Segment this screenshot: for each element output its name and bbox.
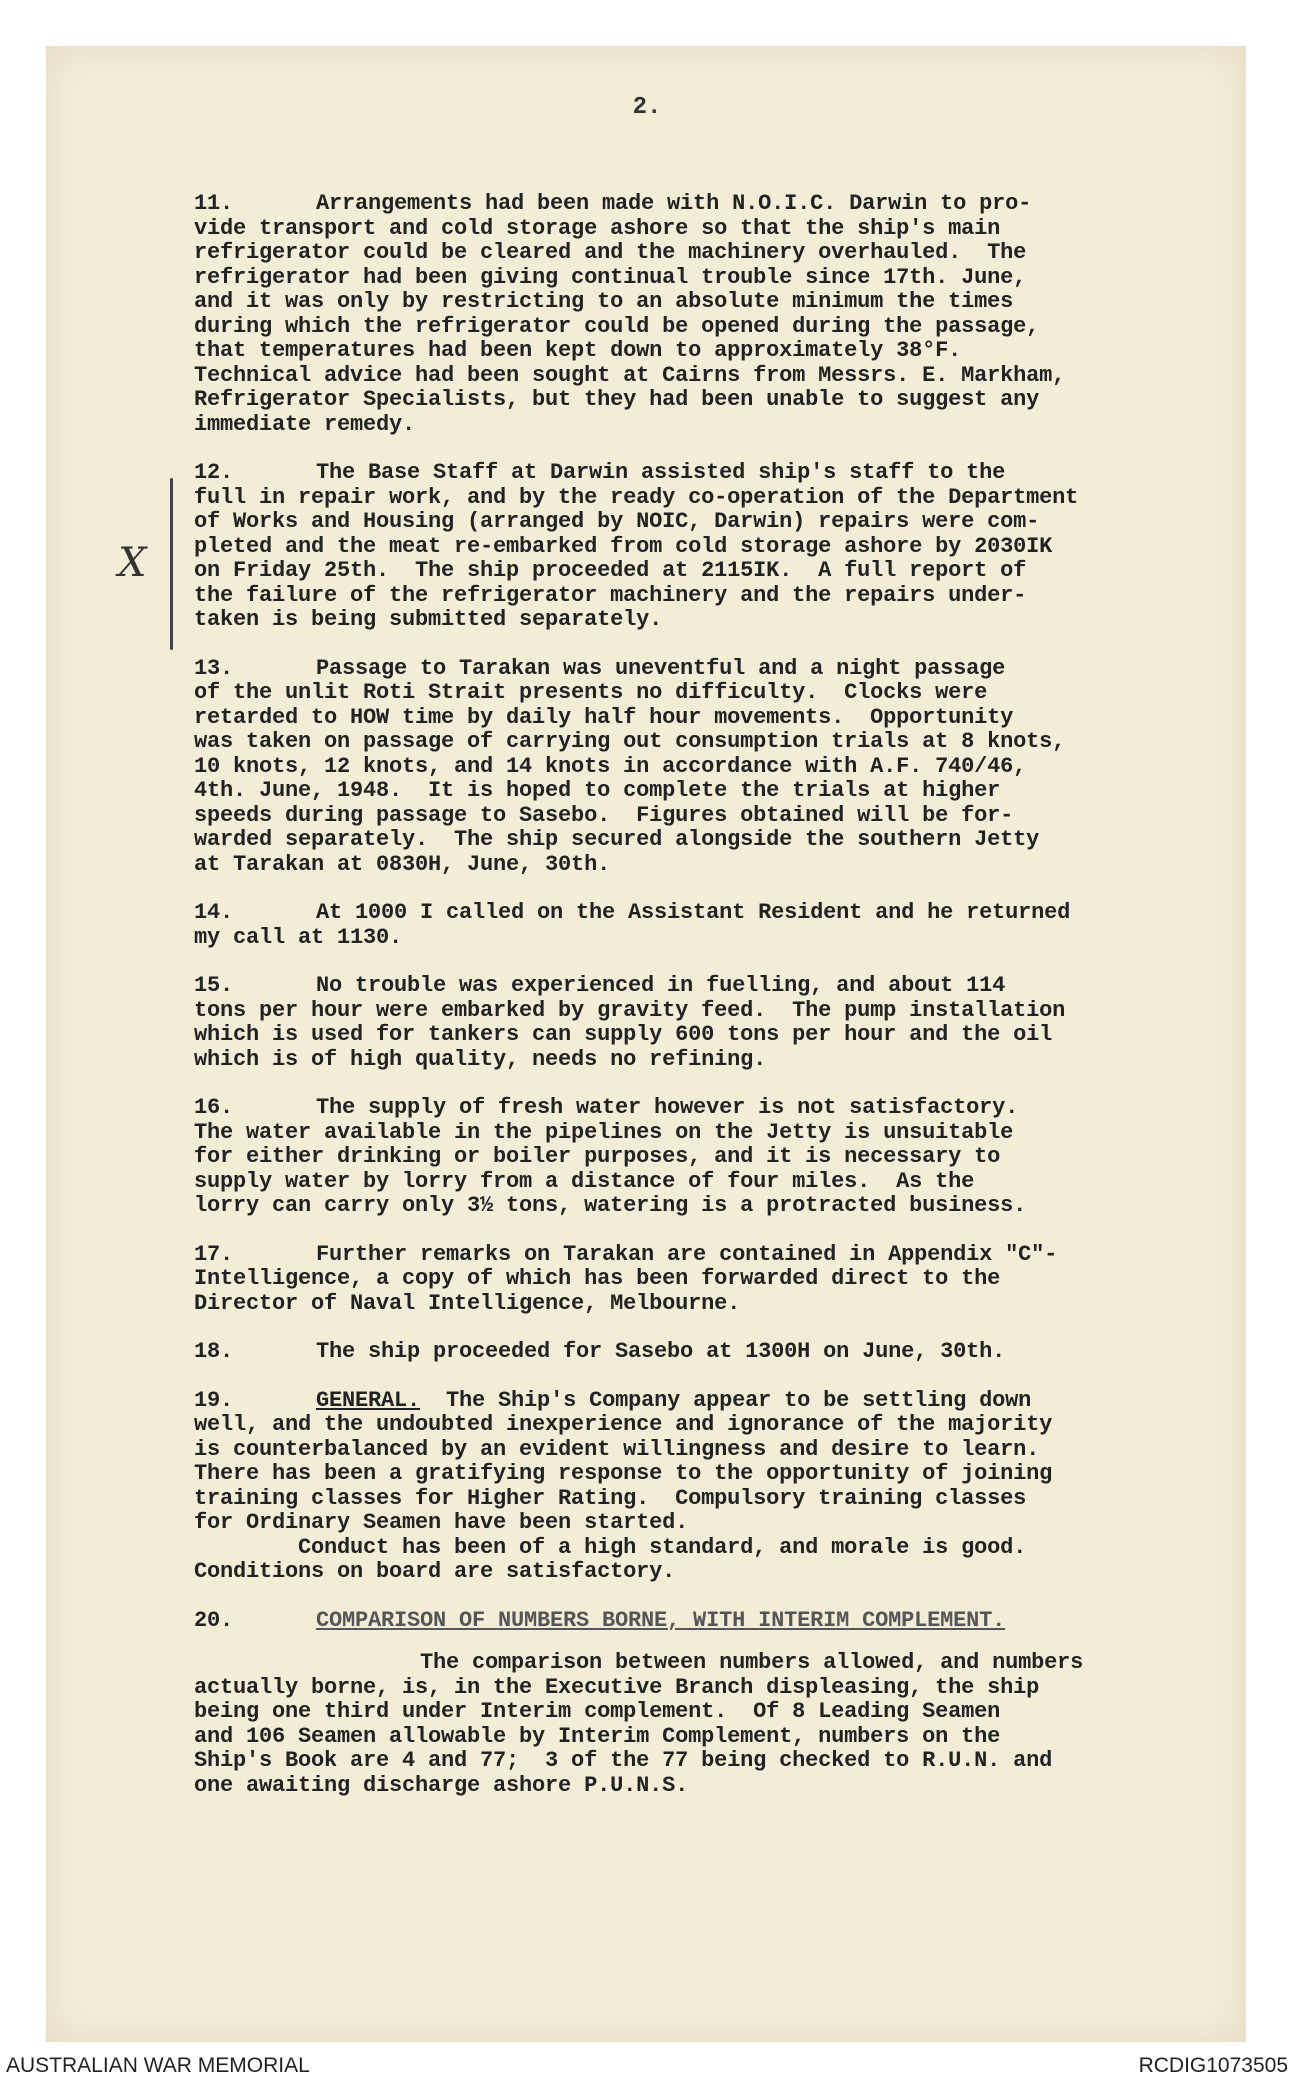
section-heading: GENERAL. [316, 1387, 421, 1413]
line-text: The ship proceeded for Sasebo at 1300H on June, 30th. [316, 1339, 1006, 1364]
line-text: my call at 1130. [194, 924, 403, 950]
line-text: The Ship's Company appear to be settling down [446, 1387, 1032, 1413]
line-text: vide transport and cold storage ashore so that the ship's main [194, 215, 1001, 241]
paragraph-number: 16. [194, 1095, 234, 1120]
line-text: for Ordinary Seamen have been started. [194, 1510, 689, 1535]
paragraph-line [194, 1536, 1218, 1561]
line-text: The supply of fresh water however is not satisfactory. [316, 1095, 1019, 1120]
paragraph-line [194, 706, 1218, 731]
line-text: Refrigerator Specialists, but they had been unable to suggest any [194, 387, 1040, 412]
paragraph-line [194, 804, 1218, 829]
line-text: Conduct has been of a high standard, and morale is good. [194, 1534, 1027, 1560]
paragraph-number: 19. [194, 1387, 234, 1413]
line-text: warded separately. The ship secured alongside the southern Jetty [194, 827, 1040, 852]
line-text: on Friday 25th. The ship proceeded at 2115IK. A full report of [194, 558, 1027, 583]
paragraph-line [194, 1023, 1218, 1048]
line-text: The water available in the pipelines on the Jetty is unsuitable [194, 1119, 1014, 1145]
paragraph [194, 1389, 1218, 1585]
paragraph-line [194, 1438, 1218, 1463]
line-text: full in repair work, and by the ready co-operation of the Department [194, 484, 1079, 510]
paragraph-line [194, 315, 1218, 340]
paragraph-line [194, 266, 1218, 291]
paragraph-line [194, 828, 1218, 853]
line-text: actually borne, is, in the Executive Branch displeasing, the ship [194, 1674, 1040, 1700]
paragraph-line [194, 217, 1218, 242]
paragraph [194, 461, 1218, 633]
paragraph-line [194, 1048, 1218, 1073]
paragraph-line [194, 1340, 1218, 1365]
line-text: at Tarakan at 0830H, June, 30th. [194, 851, 611, 877]
line-text: Arrangements had been made with N.O.I.C. Darwin to pro- [316, 191, 1032, 216]
paragraph-line [194, 486, 1218, 511]
paragraph-line [194, 608, 1218, 633]
line-text: taken is being submitted separately. [194, 607, 663, 632]
paragraph-line [194, 730, 1218, 755]
paragraph [194, 1243, 1218, 1317]
line-text: refrigerator had been giving continual trouble since 17th. June, [194, 264, 1027, 290]
paragraph [194, 657, 1218, 878]
paragraph-line [194, 1749, 1218, 1774]
paragraph-number: 17. [194, 1241, 234, 1267]
paragraph-number: 20. [194, 1607, 234, 1633]
paragraph-line [194, 584, 1218, 609]
paragraph [194, 901, 1218, 950]
line-text: the failure of the refrigerator machinery and the repairs under- [194, 582, 1027, 608]
page-number: 2. [632, 94, 662, 121]
paragraph-line [194, 1170, 1218, 1195]
paragraph-line [194, 1511, 1218, 1536]
paragraph-line [194, 1560, 1218, 1585]
line-text: Ship's Book are 4 and 77; 3 of the 77 being checked to R.U.N. and [194, 1748, 1053, 1773]
line-text: retarded to HOW time by daily half hour movements. Opportunity [194, 704, 1014, 730]
line-text: pleted and the meat re-embarked from cold storage ashore by 2030IK [194, 533, 1053, 559]
line-text: which is of high quality, needs no refining. [194, 1046, 767, 1072]
line-text: Conditions on board are satisfactory. [194, 1559, 676, 1584]
line-text: during which the refrigerator could be opened during the passage, [194, 313, 1040, 339]
margin-bar [170, 478, 173, 650]
paragraph-line [194, 1292, 1218, 1317]
line-text: training classes for Higher Rating. Compulsory training classes [194, 1485, 1027, 1511]
line-text: is counterbalanced by an evident willingness and desire to learn. [194, 1436, 1040, 1462]
paragraph-line [194, 1700, 1218, 1725]
paragraph-number: 11. [194, 191, 234, 216]
line-text: that temperatures had been kept down to approximately 38°F. [194, 338, 962, 363]
line-text: and 106 Seamen allowable by Interim Complement, numbers on the [194, 1723, 1001, 1749]
line-text: Technical advice had been sought at Cairns from Messrs. E. Markham, [194, 362, 1066, 388]
margin-x-mark: X [118, 540, 147, 586]
line-text: 10 knots, 12 knots, and 14 knots in accordance with A.F. 740/46, [194, 753, 1027, 779]
line-text: No trouble was experienced in fuelling, and about 114 [316, 973, 1006, 998]
document-body [194, 192, 1218, 1822]
paragraph-line [194, 1267, 1218, 1292]
paragraph-line [194, 974, 1218, 999]
paragraph-number: 12. [194, 460, 234, 485]
paragraph-line [194, 1389, 1218, 1414]
line-text: Passage to Tarakan was uneventful and a night passage [316, 655, 1006, 681]
paragraph-number: 15. [194, 973, 234, 998]
section-heading: COMPARISON OF NUMBERS BORNE, WITH INTERIM COMPLEMENT. [316, 1607, 1006, 1633]
paragraph-line [194, 779, 1218, 804]
footer-institution: AUSTRALIAN WAR MEMORIAL [6, 2054, 310, 2077]
paragraph-line [194, 290, 1218, 315]
paragraph-line [194, 241, 1218, 266]
line-text: immediate remedy. [194, 411, 416, 437]
line-text: well, and the undoubted inexperience and ignorance of the majority [194, 1412, 1053, 1437]
paragraph [194, 1096, 1218, 1219]
paragraph-line [194, 1676, 1218, 1701]
paragraph-line [194, 853, 1218, 878]
footer-record-id: RCDIG1073505 [1138, 2054, 1288, 2077]
paragraph-line [194, 1243, 1218, 1268]
line-text: Further remarks on Tarakan are contained in Appendix "C"- [316, 1241, 1058, 1267]
paragraph-line [194, 339, 1218, 364]
line-text: of the unlit Roti Strait presents no difficulty. Clocks were [194, 680, 988, 705]
paragraph-line [194, 926, 1218, 951]
paragraph-line [194, 755, 1218, 780]
paragraph-line [194, 388, 1218, 413]
line-text: 4th. June, 1948. It is hoped to complete the trials at higher [194, 778, 1001, 803]
paragraph [194, 1340, 1218, 1365]
paragraph-number: 14. [194, 900, 234, 925]
paragraph-number: 18. [194, 1339, 234, 1364]
paragraph-line [194, 1194, 1218, 1219]
paragraph-line [194, 1413, 1218, 1438]
paragraph [194, 1651, 1218, 1798]
paragraph-line [194, 657, 1218, 682]
line-text: was taken on passage of carrying out consumption trials at 8 knots, [194, 729, 1066, 754]
paragraph-line [194, 1651, 1218, 1676]
paragraph-line [194, 364, 1218, 389]
paragraph-line [194, 535, 1218, 560]
paragraph [194, 974, 1218, 1072]
line-text: lorry can carry only 3½ tons, watering is a protracted business. [194, 1193, 1027, 1218]
paragraph [194, 192, 1218, 437]
line-text: Director of Naval Intelligence, Melbourne. [194, 1290, 741, 1316]
line-text: supply water by lorry from a distance of four miles. As the [194, 1168, 975, 1194]
paragraph-line [194, 413, 1218, 438]
line-text: which is used for tankers can supply 600 tons per hour and the oil [194, 1022, 1053, 1047]
paragraph-line [194, 192, 1218, 217]
paragraph-number: 13. [194, 655, 234, 681]
line-text: tons per hour were embarked by gravity feed. The pump installation [194, 997, 1066, 1023]
line-text: At 1000 I called on the Assistant Resident and he returned [316, 900, 1071, 925]
line-text: for either drinking or boiler purposes, and it is necessary to [194, 1144, 1001, 1169]
line-text: There has been a gratifying response to the opportunity of joining [194, 1461, 1053, 1486]
paragraph-line [194, 1096, 1218, 1121]
footer [0, 2050, 1294, 2082]
paragraph-line [194, 999, 1218, 1024]
paragraph-line [194, 681, 1218, 706]
paragraph-line [194, 1462, 1218, 1487]
paragraph-line [194, 1609, 1218, 1634]
paragraph-line [194, 1145, 1218, 1170]
paragraph-line [194, 510, 1218, 535]
line-text: refrigerator could be cleared and the machinery overhauled. The [194, 240, 1027, 265]
line-text: of Works and Housing (arranged by NOIC, Darwin) repairs were com- [194, 509, 1040, 534]
line-text: being one third under Interim complement. Of 8 Leading Seamen [194, 1699, 1001, 1724]
paragraph [194, 1609, 1218, 1634]
paragraph-line [194, 1774, 1218, 1799]
line-text: one awaiting discharge ashore P.U.N.S. [194, 1772, 689, 1798]
line-text: The Base Staff at Darwin assisted ship's staff to the [316, 460, 1006, 485]
paragraph-line [194, 1725, 1218, 1750]
paragraph-line [194, 1121, 1218, 1146]
paragraph-line [194, 901, 1218, 926]
line-text: The comparison between numbers allowed, and numbers [316, 1650, 1084, 1675]
paragraph-line [194, 559, 1218, 584]
line-text: Intelligence, a copy of which has been forwarded direct to the [194, 1266, 1001, 1291]
paragraph-line [194, 1487, 1218, 1512]
paragraph-line [194, 461, 1218, 486]
line-text: and it was only by restricting to an absolute minimum the times [194, 289, 1014, 314]
line-text: speeds during passage to Sasebo. Figures obtained will be for- [194, 802, 1014, 828]
